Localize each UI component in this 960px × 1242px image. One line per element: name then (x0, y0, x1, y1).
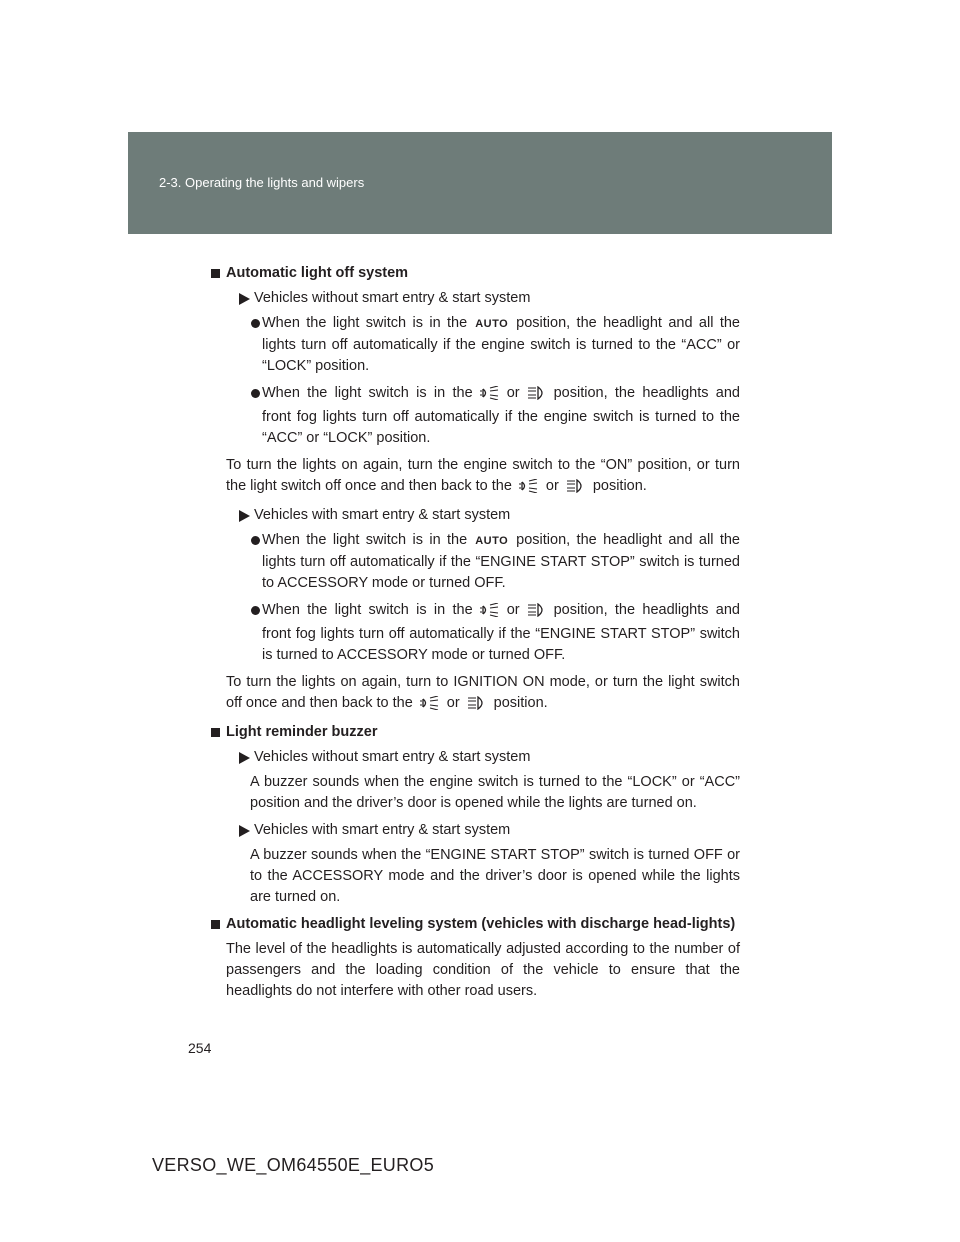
document-code: VERSO_WE_OM64550E_EURO5 (152, 1155, 435, 1175)
paragraph-turn-lights-on-smart: To turn the lights on again, turn to IGNITION ON mode, or turn the light switch off once and then back to the or position. (210, 672, 740, 717)
variant-with-smart-entry: Vehicles with smart entry & start system (210, 505, 740, 526)
page-number: 254 (188, 1040, 212, 1056)
heading-headlight-leveling: Automatic headlight leveling system (vehicles with discharge head-lights) (210, 914, 740, 935)
section-title: 2-3. Operating the lights and wipers (159, 175, 365, 190)
headlight-icon (526, 603, 548, 624)
paragraph-buzzer-with: A buzzer sounds when the “ENGINE START STOP” switch is turned OFF or to the ACCESSORY mode and the driver’s door is opened while the lights are turned on. (250, 847, 740, 905)
headlight-icon (565, 479, 587, 500)
variant-without-smart-entry: Vehicles without smart entry & start system (210, 288, 740, 309)
bullet-tail-head-position-smart: When the light switch is in the or position, the headlights and front fog lights turn off automatically if the “ENGINE START STOP” switch is turned to ACCESSORY mode or turned OFF. (210, 600, 740, 666)
bullet-auto-position-smart: When the light switch is in the AUTO position, the headlight and all the lights turn off automatically if the “ENGINE START STOP” switch is turned to ACCESSORY mode or turned OFF. (210, 530, 740, 594)
tail-light-icon (518, 479, 540, 500)
variant-without-smart-entry: Vehicles without smart entry & start system (210, 747, 740, 768)
headlight-icon (466, 696, 488, 717)
tail-light-icon (419, 696, 441, 717)
headlight-icon (526, 386, 548, 407)
tail-light-icon (479, 386, 501, 407)
page-content (210, 258, 740, 1007)
paragraph-buzzer-without: A buzzer sounds when the engine switch is turned to the “LOCK” or “ACC” position and the driver’s door is opened while the lights are turned on. (250, 774, 740, 811)
heading-light-reminder: Light reminder buzzer (210, 722, 740, 743)
heading-auto-light-off: Automatic light off system (210, 263, 740, 284)
paragraph-headlight-leveling: The level of the headlights is automatically adjusted according to the number of passengers and the loading condition of the vehicle to ensure that the headlights do not interfere with other road users. (226, 941, 740, 999)
tail-light-icon (479, 603, 501, 624)
auto-icon: AUTO (475, 318, 509, 330)
section-header (128, 132, 832, 234)
bullet-auto-position: When the light switch is in the AUTO position, the headlight and all the lights turn off automatically if the engine switch is turned to the “ACC” or “LOCK” position. (210, 313, 740, 377)
auto-icon: AUTO (475, 535, 509, 547)
bullet-tail-head-position: When the light switch is in the or position, the headlights and front fog lights turn off automatically if the engine switch is turned to the “ACC” or “LOCK” position. (210, 383, 740, 449)
variant-with-smart-entry: Vehicles with smart entry & start system (210, 820, 740, 841)
paragraph-turn-lights-on: To turn the lights on again, turn the engine switch to the “ON” position, or turn the light switch off once and then back to the or position. (210, 455, 740, 500)
